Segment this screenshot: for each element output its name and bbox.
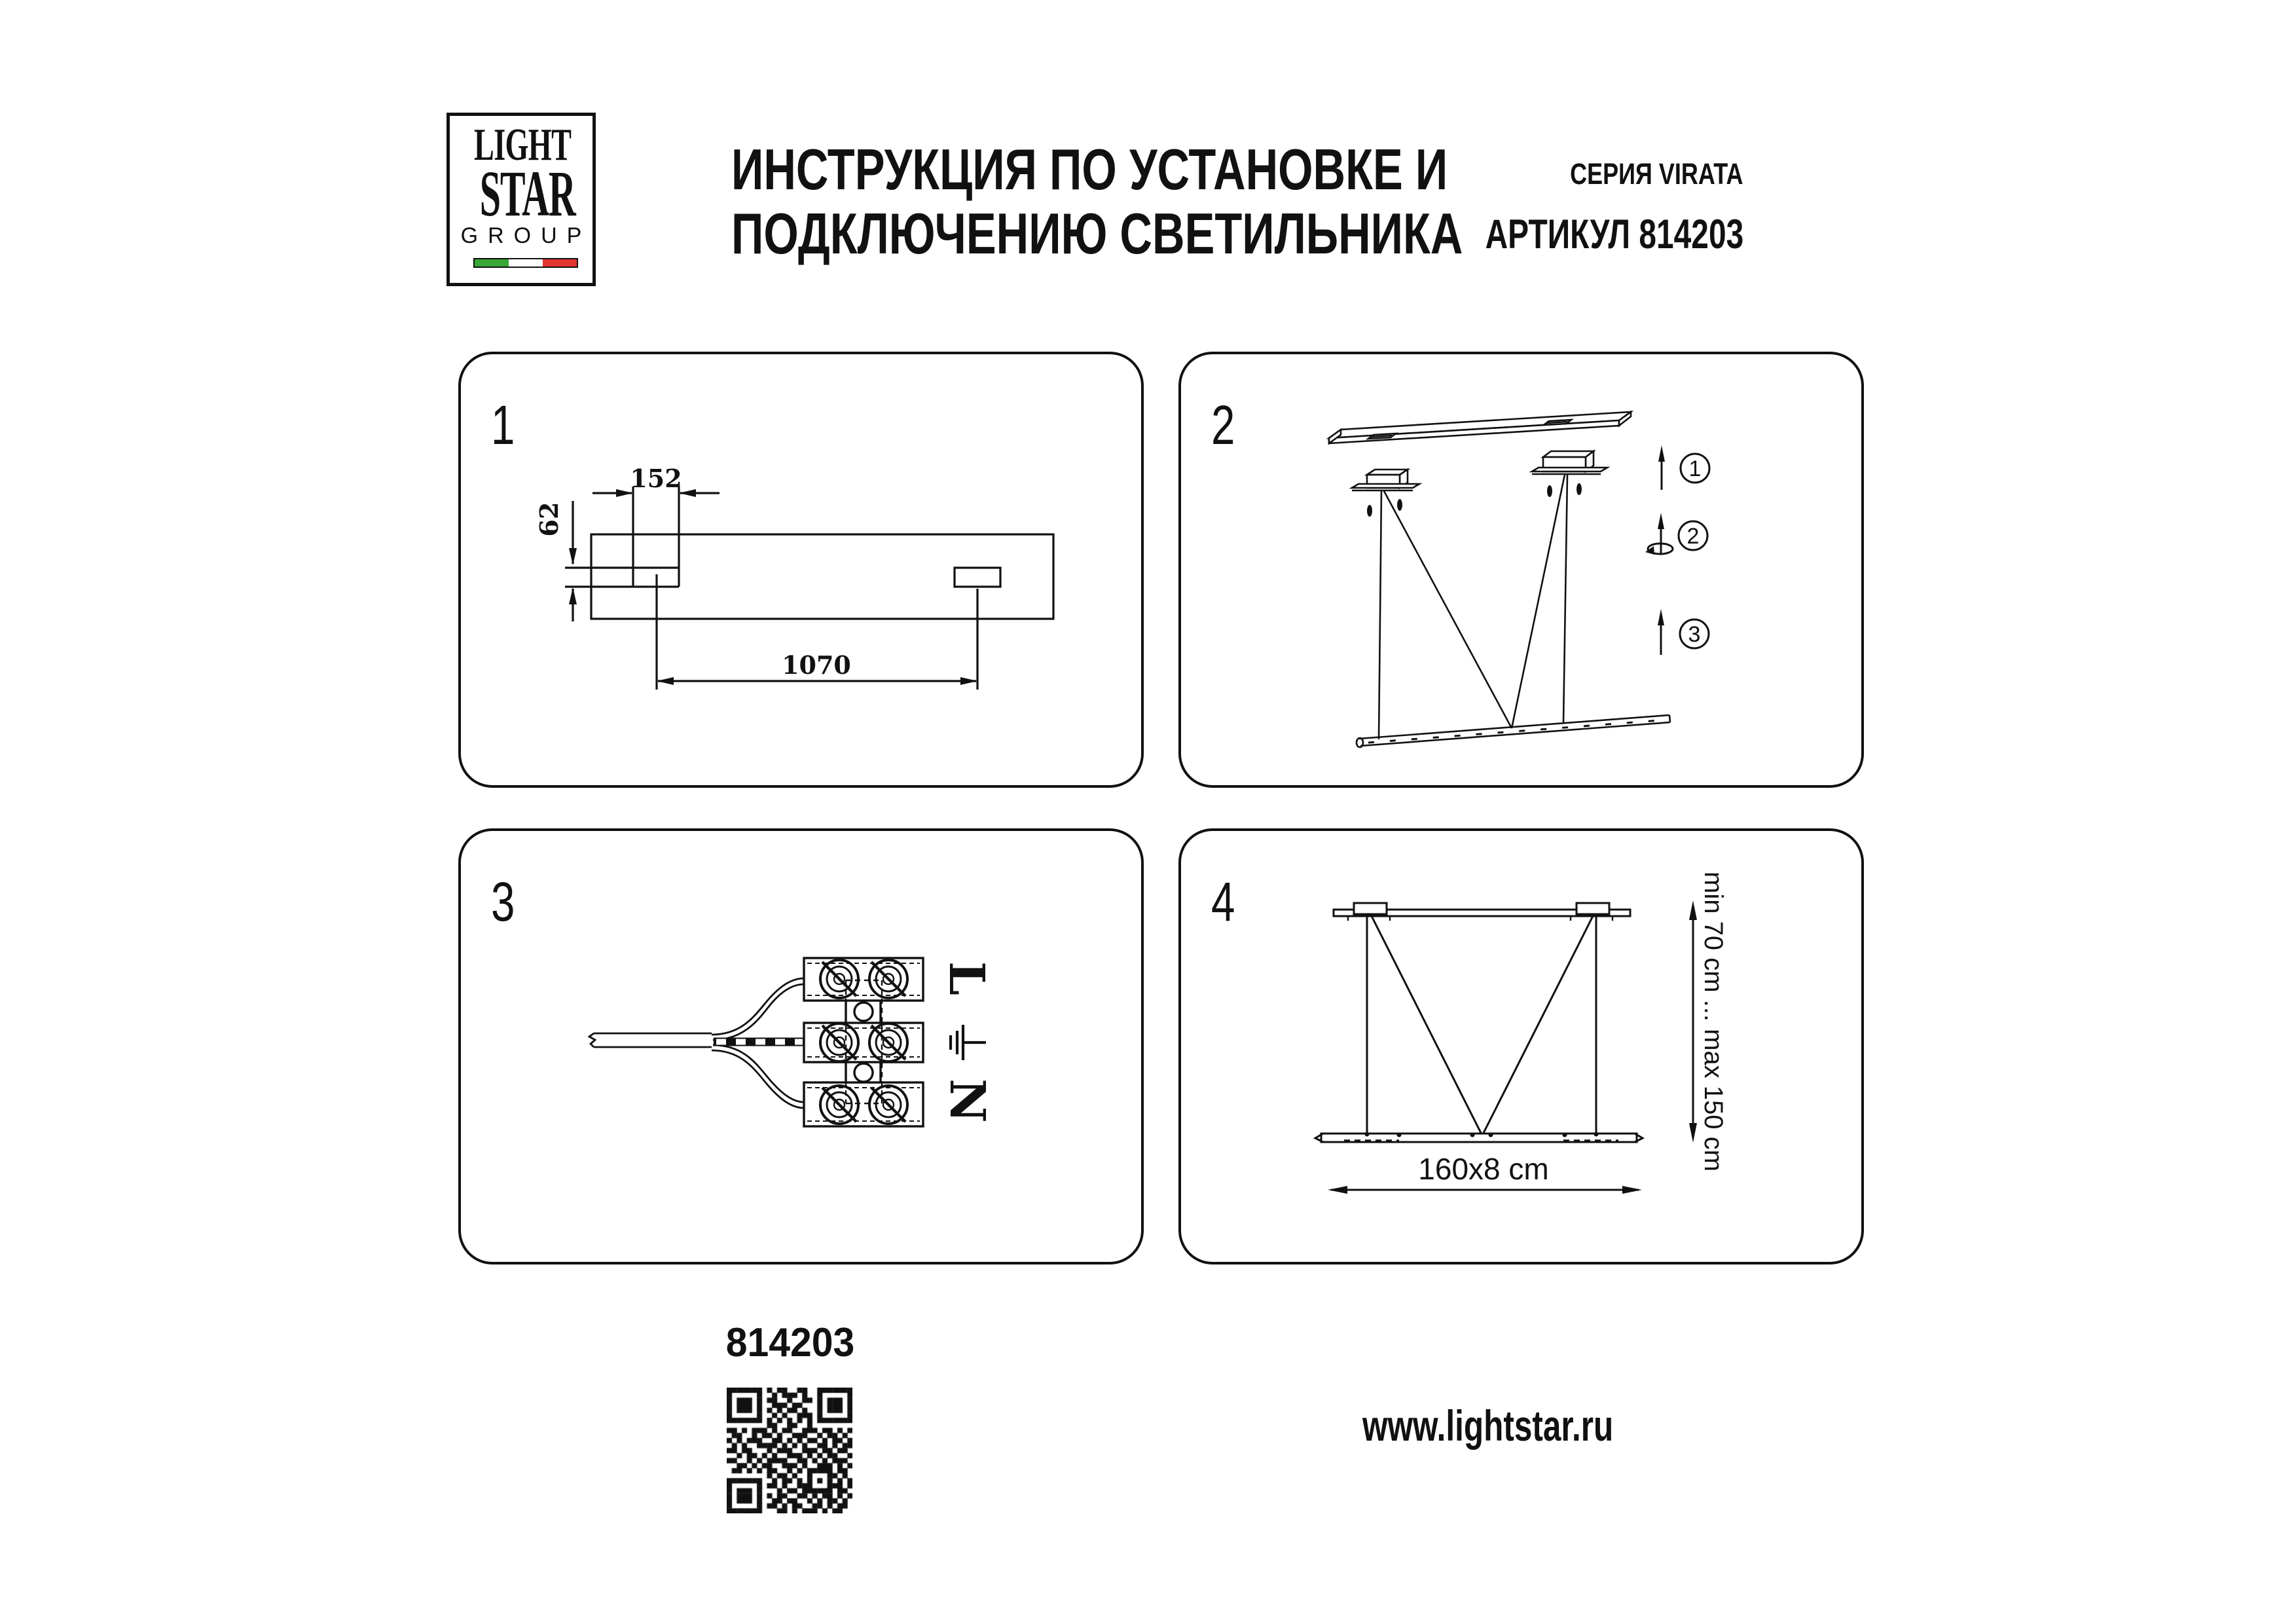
installed-view-drawing bbox=[1178, 828, 1864, 1264]
panel-3-number: 3 bbox=[491, 871, 515, 932]
size-label: 160x8 cm bbox=[1418, 1152, 1549, 1186]
step-1-badge: 1 bbox=[1688, 456, 1702, 481]
dimension-arrowheads bbox=[1328, 900, 1697, 1194]
page-title bbox=[645, 137, 1463, 266]
dim-152-label: 152 bbox=[630, 464, 682, 493]
flag-stripe-green bbox=[475, 259, 509, 267]
qr-code bbox=[727, 1388, 852, 1513]
line-terminal-label: L bbox=[938, 961, 994, 996]
page-title-line2: ПОДКЛЮЧЕНИЮ СВЕТИЛЬНИКА bbox=[731, 201, 1463, 266]
panel-2-assembly-steps bbox=[1178, 352, 1864, 788]
panel-4-number: 4 bbox=[1211, 871, 1235, 932]
height-range-label: min 70 cm ... max 150 cm bbox=[1699, 872, 1728, 1172]
suspension-wires bbox=[1367, 916, 1596, 1134]
light-bar bbox=[1315, 1134, 1643, 1142]
neutral-terminal-label: N bbox=[939, 1079, 995, 1123]
flag-stripe-white bbox=[509, 259, 543, 267]
logo-word-light: LIGHT bbox=[474, 120, 572, 170]
panel-3-wiring bbox=[458, 828, 1144, 1264]
lightstar-logo bbox=[446, 113, 596, 286]
flag-stripe-red bbox=[543, 259, 577, 267]
step-2-badge: 2 bbox=[1686, 524, 1700, 549]
dim-1070-label: 1070 bbox=[782, 650, 851, 680]
wiring-drawing bbox=[458, 828, 1144, 1264]
logo-word-group: GROUP bbox=[460, 223, 592, 248]
footer-article-number: 814203 bbox=[725, 1320, 855, 1365]
panel-1-plate-dimensions bbox=[458, 352, 1144, 788]
italian-flag-icon bbox=[473, 258, 578, 268]
website-url: www.lightstar.ru bbox=[1362, 1401, 1614, 1450]
plate-dimension-drawing bbox=[458, 352, 1144, 788]
terminal-screws bbox=[820, 960, 907, 1124]
suspension-wires bbox=[1379, 475, 1567, 739]
article-label: АРТИКУЛ 814203 bbox=[1485, 212, 1743, 257]
assembly-drawing bbox=[1178, 352, 1864, 788]
panel-2-number: 2 bbox=[1211, 394, 1235, 456]
panel-1-number: 1 bbox=[491, 394, 515, 456]
earth-ground-icon bbox=[951, 1025, 986, 1060]
panel-4-installed-view bbox=[1178, 828, 1864, 1264]
series-label: СЕРИЯ VIRATA bbox=[1570, 157, 1743, 191]
step-3-badge: 3 bbox=[1688, 622, 1701, 647]
logo-word-star: STAR bbox=[479, 157, 575, 230]
dim-62-label: 62 bbox=[534, 502, 564, 537]
page-title-line1: ИНСТРУКЦИЯ ПО УСТАНОВКЕ И bbox=[731, 137, 1448, 202]
